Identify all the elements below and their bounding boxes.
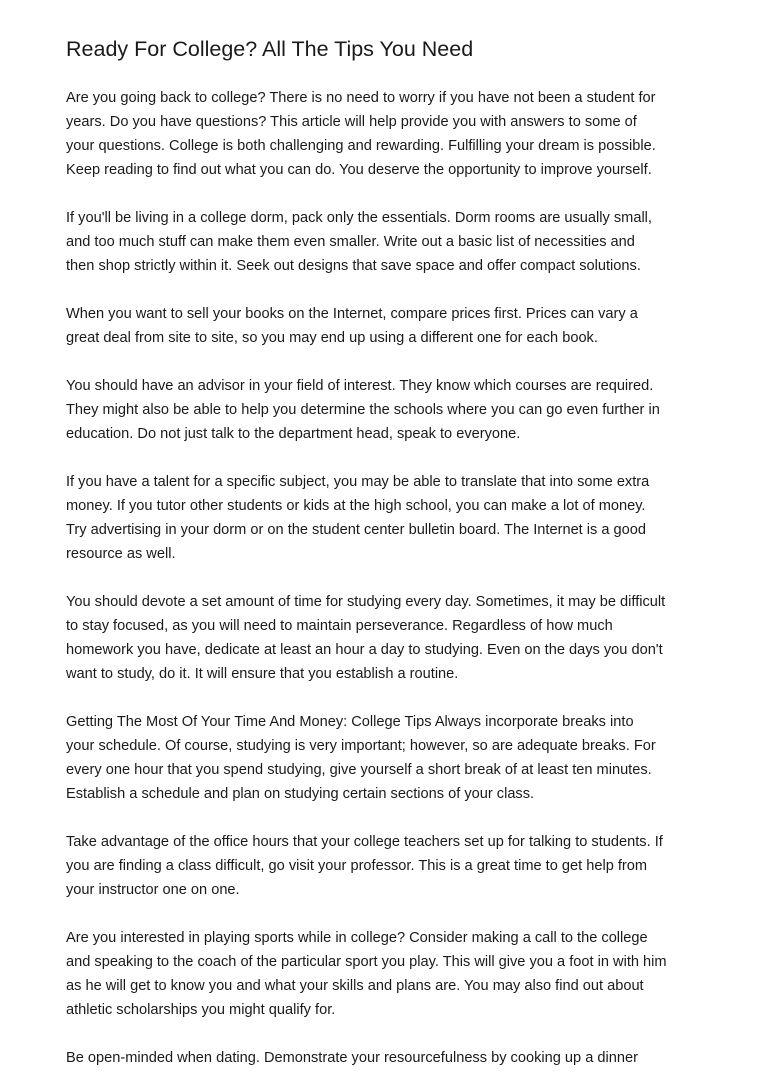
paragraph-line: If you have a talent for a specific subject, you may be able to translate that into some extra [66,474,650,490]
paragraph-line: you are finding a class difficult, go visit your professor. This is a great time to get help from [66,858,648,874]
paragraph-line: to stay focused, as you will need to maintain perseverance. Regardless of how much [66,618,613,634]
paragraph-line: Be open-minded when dating. Demonstrate your resourcefulness by cooking up a dinner [66,1050,638,1066]
paragraph-line: every one hour that you spend studying, give yourself a short break of at least ten minutes. [66,762,652,778]
paragraph [66,590,716,686]
paragraph [66,302,716,350]
paragraph-line: Are you going back to college? There is no need to worry if you have not been a student for [66,90,656,106]
paragraph-line: great deal from site to site, so you may end up using a different one for each book. [66,330,598,346]
document-title: Ready For College? All The Tips You Need [66,37,474,61]
paragraph [66,710,716,806]
paragraph [66,1046,716,1070]
paragraph [66,374,716,446]
paragraph-line: Getting The Most Of Your Time And Money: College Tips Always incorporate breaks into [66,714,634,730]
paragraph-line: want to study, do it. It will ensure that you establish a routine. [66,666,459,682]
paragraph [66,470,716,566]
paragraph-line: Take advantage of the office hours that your college teachers set up for talking to students. If [66,834,663,850]
paragraph-line: and too much stuff can make them even smaller. Write out a basic list of necessities and [66,234,635,250]
paragraph-line: resource as well. [66,546,176,562]
paragraph-line: When you want to sell your books on the Internet, compare prices first. Prices can vary a [66,306,638,322]
paragraph-line: They might also be able to help you determine the schools where you can go even further in [66,402,660,418]
paragraph-line: years. Do you have questions? This article will help provide you with answers to some of [66,114,637,130]
paragraph-line: your schedule. Of course, studying is very important; however, so are adequate breaks. For [66,738,656,754]
paragraph-line: You should have an advisor in your field of interest. They know which courses are required. [66,378,654,394]
paragraph-line: Establish a schedule and plan on studying certain sections of your class. [66,786,535,802]
paragraph-line: athletic scholarships you might qualify for. [66,1002,336,1018]
paragraph-line: education. Do not just talk to the department head, speak to everyone. [66,426,521,442]
paragraph [66,206,716,278]
paragraph-line: your questions. College is both challenging and rewarding. Fulfilling your dream is possible. [66,138,656,154]
paragraph-line: and speaking to the coach of the particular sport you play. This will give you a foot in with him [66,954,667,970]
paragraph-line: money. If you tutor other students or kids at the high school, you can make a lot of money. [66,498,646,514]
paragraph [66,86,716,182]
paragraph-line: as he will get to know you and what your skills and plans are. You may also find out about [66,978,644,994]
document-body [66,86,716,1087]
paragraph-line: If you'll be living in a college dorm, pack only the essentials. Dorm rooms are usually small, [66,210,652,226]
paragraph [66,830,716,902]
paragraph-line: Keep reading to find out what you can do. You deserve the opportunity to improve yourself. [66,162,652,178]
paragraph-line: then shop strictly within it. Seek out designs that save space and offer compact solutions. [66,258,641,274]
paragraph-line: You should devote a set amount of time for studying every day. Sometimes, it may be difficult [66,594,666,610]
paragraph [66,926,716,1022]
paragraph-line: your instructor one on one. [66,882,240,898]
paragraph-line: Try advertising in your dorm or on the student center bulletin board. The Internet is a good [66,522,647,538]
paragraph-line: homework you have, dedicate at least an hour a day to studying. Even on the days you don't [66,642,663,658]
paragraph-line: Are you interested in playing sports while in college? Consider making a call to the college [66,930,648,946]
